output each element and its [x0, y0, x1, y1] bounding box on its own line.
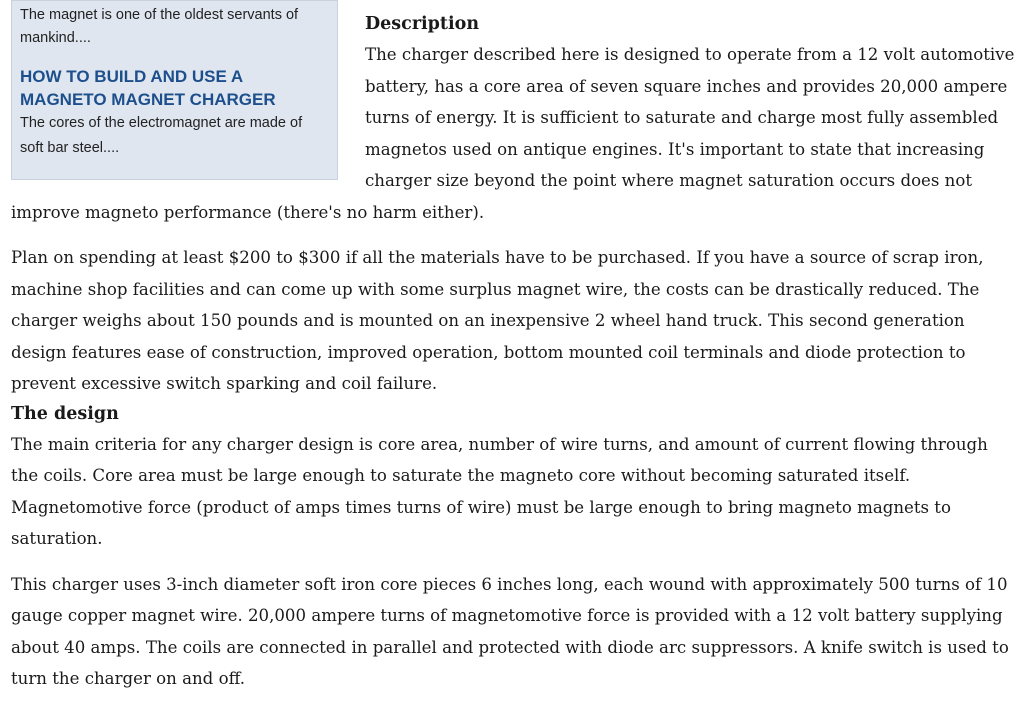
heading-design: The design — [11, 403, 119, 424]
related-teaser-1: The magnet is one of the oldest servants of mankind.... — [20, 7, 299, 46]
paragraph-4: This charger uses 3-inch diameter soft iron core pieces 6 inches long, each wound with approximately 500 turns of 10 gauge copper magnet wire. 20,000 ampere turns of magnetomotive force is provided with a 12 volt battery supplying about 40 amps. The coils are connected in parallel and protected with diode arc suppressors. A knife switch is used to turn the charger on and off. — [11, 574, 1009, 688]
related-teaser-2: The cores of the electromagnet are made of soft bar steel.... — [20, 115, 303, 156]
article-body — [11, 10, 1017, 695]
related-article-link[interactable]: HOW TO BUILD AND USE A MAGNETO MAGNET CHARGER — [20, 67, 276, 109]
paragraph-3: The main criteria for any charger design is core area, number of wire turns, and amount of current flowing through the coils. Core area must be large enough to saturate the magneto core without becoming saturated itself. Magnetomotive force (product of amps times turns of wire) must be large enough to bring magneto magnets to saturation. — [11, 434, 988, 548]
paragraph-2: Plan on spending at least $200 to $300 if all the materials have to be purchased. If you have a source of scrap iron, machine shop facilities and can come up with some surplus magnet wire, the costs can be drastically reduced. The charger weighs about 150 pounds and is mounted on an inexpensive 2 wheel hand truck. This second generation design features ease of construction, improved operation, bottom mounted coil terminals and diode protection to prevent excessive switch sparking and coil failure. — [11, 248, 984, 393]
paragraph-1: The charger described here is designed to operate from a 12 volt automotive battery, has a core area of seven square inches and provides 20,000 ampere turns of energy. It is sufficient to saturate and charge most fully assembled magnetos used on antique engines. It's important to state that increasing charger size beyond the point where magnet saturation occurs does not improve magneto performance (there's no harm either). — [11, 45, 1015, 222]
heading-description: Description — [365, 14, 480, 34]
